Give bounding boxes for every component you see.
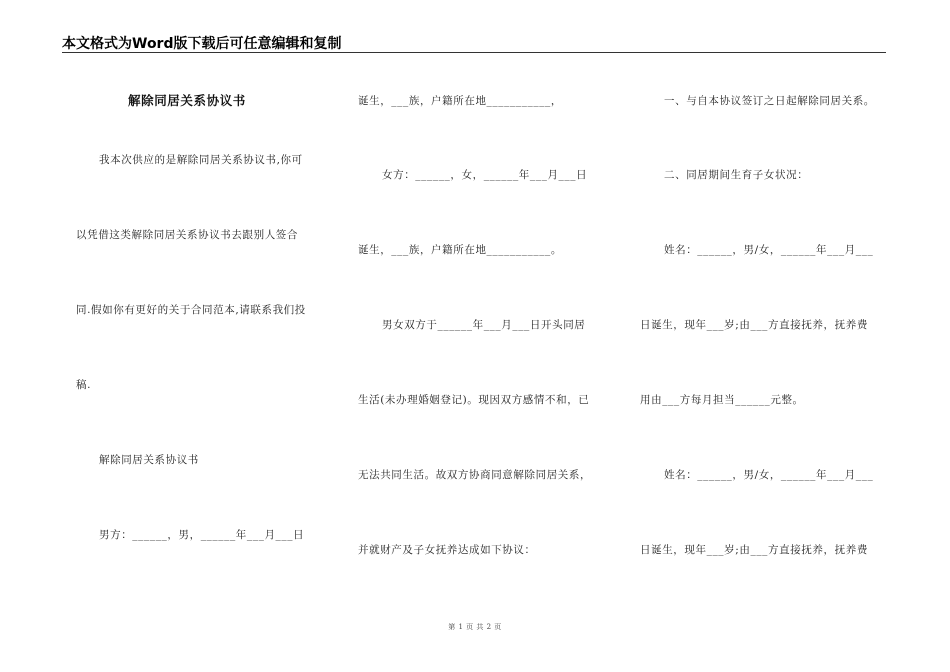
text-line: 以凭借这类解除同居关系协议书去跟别人签合 (76, 229, 298, 241)
section-heading: 解除同居关系协议书 (99, 454, 199, 466)
text-line: 男女双方于______年___月___日开头同居 (382, 319, 586, 331)
text-line: 日诞生，现年___岁;由___方直接抚养，抚养费 (640, 544, 868, 556)
document-title: 解除同居关系协议书 (128, 93, 246, 108)
text-line: 无法共同生活。故双方协商同意解除同居关系， (358, 469, 592, 481)
text-line: 男方：______，男，______年___月___日 (99, 529, 305, 541)
text-line: 姓名：______，男/女，______年___月___ (664, 244, 874, 256)
text-line: 同.假如你有更好的关于合同范本,请联系我们投 (76, 304, 306, 316)
text-line: 诞生，___族，户籍所在地___________， (358, 95, 562, 107)
text-line: 稿. (76, 379, 92, 391)
text-line: 姓名：______，男/女，______年___月___ (664, 469, 874, 481)
text-line: 日诞生，现年___岁;由___方直接抚养，抚养费 (640, 319, 868, 331)
text-line: 并就财产及子女抚养达成如下协议： (358, 544, 536, 556)
text-line: 一、与自本协议签订之日起解除同居关系。 (664, 95, 875, 107)
text-line: 诞生，___族，户籍所在地___________。 (358, 244, 562, 256)
text-line: 女方：______，女，______年___月___日 (382, 169, 588, 181)
text-line: 生活(未办理婚姻登记)。现因双方感情不和，已 (358, 394, 590, 406)
page-header-text: 本文格式为Word版下载后可任意编辑和复制 (62, 36, 342, 52)
header-divider (62, 52, 886, 53)
text-line: 我本次供应的是解除同居关系协议书,你可 (99, 154, 303, 166)
text-line: 二、同居期间生育子女状况： (664, 169, 809, 181)
page-number-footer: 第 1 页 共 2 页 (448, 623, 502, 631)
text-line: 用由___方每月担当______元整。 (640, 394, 804, 406)
